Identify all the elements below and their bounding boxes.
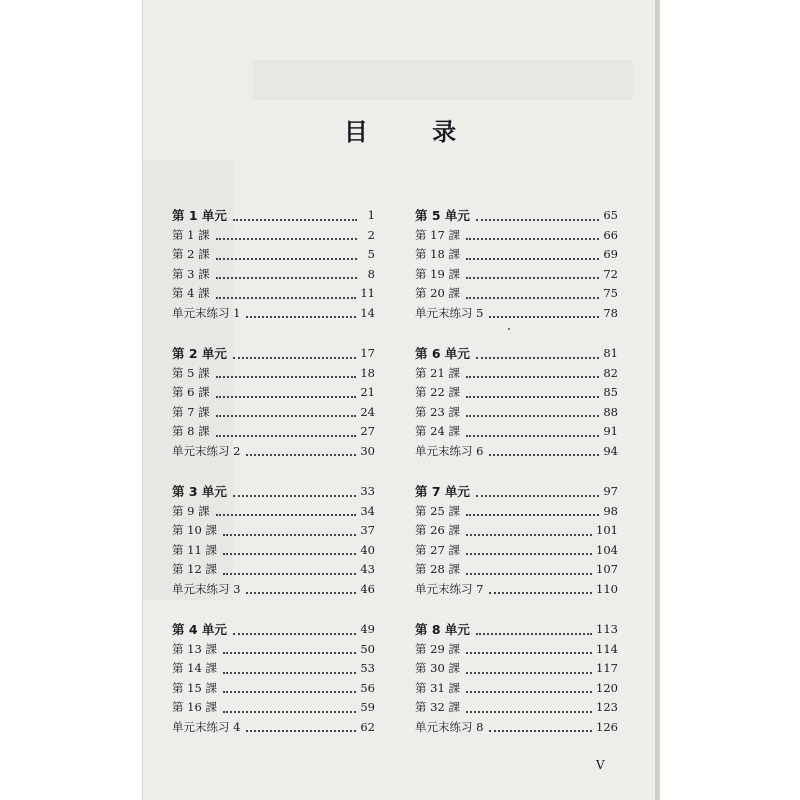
toc-entry[interactable] xyxy=(172,265,375,285)
toc-page-number: 75 xyxy=(603,286,618,300)
toc-entry[interactable] xyxy=(415,265,618,285)
toc-entry[interactable] xyxy=(172,245,375,265)
toc-entry[interactable] xyxy=(415,718,618,738)
toc-unit-heading[interactable] xyxy=(415,344,618,364)
toc-page-number: 123 xyxy=(596,700,618,714)
toc-entry[interactable] xyxy=(415,659,618,679)
toc-column-right xyxy=(415,206,618,758)
toc-page-number: 37 xyxy=(360,523,375,537)
toc-page-number: 120 xyxy=(596,680,618,695)
toc-label: 第 8 单元 xyxy=(415,622,470,637)
toc-page-number: 5 xyxy=(367,247,375,261)
toc-entry[interactable] xyxy=(415,245,618,265)
leader-dots xyxy=(216,514,357,516)
toc-entry[interactable] xyxy=(415,541,618,561)
page-title: 目 录 xyxy=(343,118,485,146)
leader-dots xyxy=(223,553,356,555)
leader-dots xyxy=(246,730,356,732)
toc-page-number: 104 xyxy=(596,542,618,557)
leader-dots xyxy=(216,277,357,279)
leader-dots xyxy=(233,633,356,635)
toc-page-number: 21 xyxy=(360,385,375,399)
toc-label: 第 11 課 xyxy=(172,542,217,557)
toc-label: 第 16 課 xyxy=(172,700,217,714)
page-number: V xyxy=(596,758,605,772)
toc-label: 第 2 課 xyxy=(172,247,210,261)
toc-label: 第 18 課 xyxy=(415,247,460,261)
leader-dots xyxy=(466,691,592,693)
toc-page-number: 62 xyxy=(360,719,375,734)
toc-label: 第 7 单元 xyxy=(415,484,470,499)
toc-entry[interactable] xyxy=(415,521,618,541)
leader-dots xyxy=(476,495,599,497)
toc-unit-heading[interactable] xyxy=(172,620,375,640)
leader-dots xyxy=(216,396,357,398)
toc-label: 第 15 課 xyxy=(172,680,217,695)
leader-dots xyxy=(466,415,599,417)
leader-dots xyxy=(466,376,599,378)
leader-dots xyxy=(466,277,599,279)
leader-dots xyxy=(466,711,592,713)
leader-dots xyxy=(489,316,599,318)
toc-entry[interactable] xyxy=(172,284,375,304)
toc-page-number: 33 xyxy=(360,484,375,498)
toc-label: 第 1 課 xyxy=(172,227,210,242)
toc-entry[interactable] xyxy=(415,284,618,304)
toc-label: 单元末练习 3 xyxy=(172,581,241,596)
toc-unit xyxy=(415,344,618,482)
toc-page-number: 117 xyxy=(596,661,618,675)
toc-page-number: 59 xyxy=(360,700,375,714)
toc-label: 第 23 課 xyxy=(415,404,460,419)
toc-label: 第 5 課 xyxy=(172,365,210,380)
leader-dots xyxy=(223,711,356,713)
toc-page-number: 27 xyxy=(360,424,375,438)
toc-label: 第 17 課 xyxy=(415,227,460,242)
toc-unit xyxy=(172,482,375,620)
leader-dots xyxy=(216,238,357,240)
toc-unit xyxy=(415,206,618,344)
toc-unit-heading[interactable] xyxy=(415,620,618,640)
toc-label: 第 9 課 xyxy=(172,503,210,518)
toc-page-number: 30 xyxy=(360,443,375,458)
toc-page-number: 110 xyxy=(596,581,618,596)
toc-label: 第 19 課 xyxy=(415,266,460,281)
leader-dots xyxy=(466,534,592,536)
toc-page-number: 98 xyxy=(603,503,618,518)
toc-label: 第 32 課 xyxy=(415,700,460,714)
leader-dots xyxy=(216,415,357,417)
toc-page-number: 49 xyxy=(360,622,375,636)
toc-page-number: 17 xyxy=(360,346,375,360)
toc-label: 单元末练习 7 xyxy=(415,581,484,596)
toc-page-number: 40 xyxy=(360,542,375,557)
leader-dots xyxy=(223,691,356,693)
toc-label: 第 4 課 xyxy=(172,286,210,300)
leader-dots xyxy=(466,573,592,575)
toc-entry[interactable] xyxy=(172,541,375,561)
toc-entry[interactable] xyxy=(415,226,618,246)
toc-entry[interactable] xyxy=(415,403,618,423)
toc-page-number: 82 xyxy=(603,365,618,380)
toc-label: 第 7 課 xyxy=(172,404,210,419)
leader-dots xyxy=(489,592,592,594)
leader-dots xyxy=(476,219,599,221)
leader-dots xyxy=(233,357,356,359)
toc-label: 第 20 課 xyxy=(415,286,460,300)
toc-page-number: 85 xyxy=(603,385,618,399)
toc-label: 第 5 单元 xyxy=(415,208,470,223)
toc-unit xyxy=(415,620,618,758)
leader-dots xyxy=(216,297,357,299)
toc-entry[interactable] xyxy=(172,521,375,541)
toc-page-number: 78 xyxy=(603,305,618,320)
leader-dots xyxy=(466,297,599,299)
toc-label: 第 10 課 xyxy=(172,523,217,537)
toc-label: 第 30 課 xyxy=(415,661,460,675)
toc-label: 第 25 課 xyxy=(415,503,460,518)
toc-entry[interactable] xyxy=(172,304,375,324)
toc-unit-heading[interactable] xyxy=(172,344,375,364)
toc-page-number: 114 xyxy=(596,641,618,656)
toc-label: 第 12 課 xyxy=(172,562,217,576)
toc-entry[interactable] xyxy=(172,580,375,600)
toc-label: 单元末练习 1 xyxy=(172,305,241,320)
toc-entry[interactable] xyxy=(415,304,618,324)
toc-label: 第 6 課 xyxy=(172,385,210,399)
leader-dots xyxy=(216,376,357,378)
toc-page-number: 50 xyxy=(360,641,375,656)
toc-page-number: 43 xyxy=(360,562,375,576)
toc-page-number: 56 xyxy=(360,680,375,695)
leader-dots xyxy=(216,435,357,437)
leader-dots xyxy=(246,454,356,456)
leader-dots xyxy=(223,672,356,674)
toc-label: 第 3 单元 xyxy=(172,484,227,499)
toc-unit-heading[interactable] xyxy=(415,206,618,226)
leader-dots xyxy=(466,396,599,398)
toc-entry[interactable] xyxy=(172,422,375,442)
toc-entry[interactable] xyxy=(415,560,618,580)
toc-entry[interactable] xyxy=(172,364,375,384)
toc-label: 第 14 課 xyxy=(172,661,217,675)
leader-dots xyxy=(246,316,356,318)
toc-unit-heading[interactable] xyxy=(415,482,618,502)
toc-label: 第 2 单元 xyxy=(172,346,227,361)
leader-dots xyxy=(466,672,592,674)
toc-entry[interactable] xyxy=(172,442,375,462)
toc-label: 第 29 課 xyxy=(415,641,460,656)
toc-page-number: 65 xyxy=(603,208,618,222)
toc-page-number: 126 xyxy=(596,719,618,734)
toc-unit xyxy=(172,206,375,344)
toc-label: 第 1 单元 xyxy=(172,208,227,223)
toc-entry[interactable] xyxy=(172,560,375,580)
toc-page-number: 81 xyxy=(603,346,618,360)
leader-dots xyxy=(466,435,599,437)
toc-label: 第 8 課 xyxy=(172,424,210,438)
toc-entry[interactable] xyxy=(172,698,375,718)
toc-label: 单元末练习 4 xyxy=(172,719,241,734)
toc-entry[interactable] xyxy=(415,383,618,403)
toc-page-number: 72 xyxy=(603,266,618,281)
toc-label: 第 31 課 xyxy=(415,680,460,695)
toc-label: 第 24 課 xyxy=(415,424,460,438)
toc-label: 第 21 課 xyxy=(415,365,460,380)
toc-page-number: 94 xyxy=(603,443,618,458)
toc-unit xyxy=(415,482,618,620)
toc-entry[interactable] xyxy=(172,403,375,423)
leader-dots xyxy=(476,357,599,359)
toc-page-number: 24 xyxy=(360,404,375,419)
leader-dots xyxy=(466,514,599,516)
leader-dots xyxy=(223,652,356,654)
leader-dots xyxy=(466,553,592,555)
leader-dots xyxy=(466,258,599,260)
toc-entry[interactable] xyxy=(172,226,375,246)
toc-entry[interactable] xyxy=(415,502,618,522)
toc-label: 第 3 課 xyxy=(172,266,210,281)
toc-unit-heading[interactable] xyxy=(172,206,375,226)
toc-label: 第 13 課 xyxy=(172,641,217,656)
toc-page-number: 53 xyxy=(360,661,375,675)
toc-page-number: 97 xyxy=(603,484,618,498)
toc-label: 第 28 課 xyxy=(415,562,460,576)
toc-entry[interactable] xyxy=(415,364,618,384)
toc-page-number: 88 xyxy=(603,404,618,419)
toc-label: 单元末练习 2 xyxy=(172,443,241,458)
toc-page-number: 113 xyxy=(596,622,618,636)
leader-dots xyxy=(246,592,356,594)
toc-unit-heading[interactable] xyxy=(172,482,375,502)
toc-entry[interactable] xyxy=(415,442,618,462)
toc-column-left xyxy=(172,206,375,758)
leader-dots xyxy=(223,573,356,575)
toc-entry[interactable] xyxy=(172,718,375,738)
leader-dots xyxy=(489,730,592,732)
leader-dots xyxy=(233,219,357,221)
toc-entry[interactable] xyxy=(415,640,618,660)
toc-page-number: 2 xyxy=(367,227,375,242)
toc-label: 单元末练习 6 xyxy=(415,443,484,458)
toc-entry[interactable] xyxy=(415,422,618,442)
toc-page-number: 11 xyxy=(360,286,375,300)
toc-page-number: 14 xyxy=(360,305,375,320)
toc-unit xyxy=(172,620,375,758)
toc-label: 单元末练习 5 xyxy=(415,305,484,320)
toc-page-number: 69 xyxy=(603,247,618,261)
toc-page-number: 66 xyxy=(603,227,618,242)
toc-entry[interactable] xyxy=(172,640,375,660)
toc-label: 第 26 課 xyxy=(415,523,460,537)
leader-dots xyxy=(233,495,356,497)
toc-entry[interactable] xyxy=(172,659,375,679)
toc-label: 第 4 单元 xyxy=(172,622,227,637)
toc-entry[interactable] xyxy=(172,502,375,522)
toc-entry[interactable] xyxy=(415,580,618,600)
toc-label: 第 6 单元 xyxy=(415,346,470,361)
toc-label: 单元末练习 8 xyxy=(415,719,484,734)
toc-page-number: 18 xyxy=(360,365,375,380)
toc-page-number: 34 xyxy=(360,503,375,518)
leader-dots xyxy=(466,652,592,654)
toc-entry[interactable] xyxy=(172,679,375,699)
leader-dots xyxy=(476,633,592,635)
leader-dots xyxy=(223,534,356,536)
leader-dots xyxy=(216,258,357,260)
toc-unit xyxy=(172,344,375,482)
toc-page-number: 107 xyxy=(596,562,618,576)
ink-speck xyxy=(508,328,510,330)
bleed-through-shadow xyxy=(253,60,633,100)
toc-label: 第 27 課 xyxy=(415,542,460,557)
toc-page-number: 91 xyxy=(603,424,618,438)
toc-entry[interactable] xyxy=(415,679,618,699)
toc-page-number: 46 xyxy=(360,581,375,596)
toc-page-number: 1 xyxy=(367,208,375,222)
toc-label: 第 22 課 xyxy=(415,385,460,399)
toc-page-number: 101 xyxy=(596,523,618,537)
toc-page-number: 8 xyxy=(367,266,375,281)
leader-dots xyxy=(489,454,599,456)
toc-entry[interactable] xyxy=(172,383,375,403)
toc-entry[interactable] xyxy=(415,698,618,718)
leader-dots xyxy=(466,238,599,240)
